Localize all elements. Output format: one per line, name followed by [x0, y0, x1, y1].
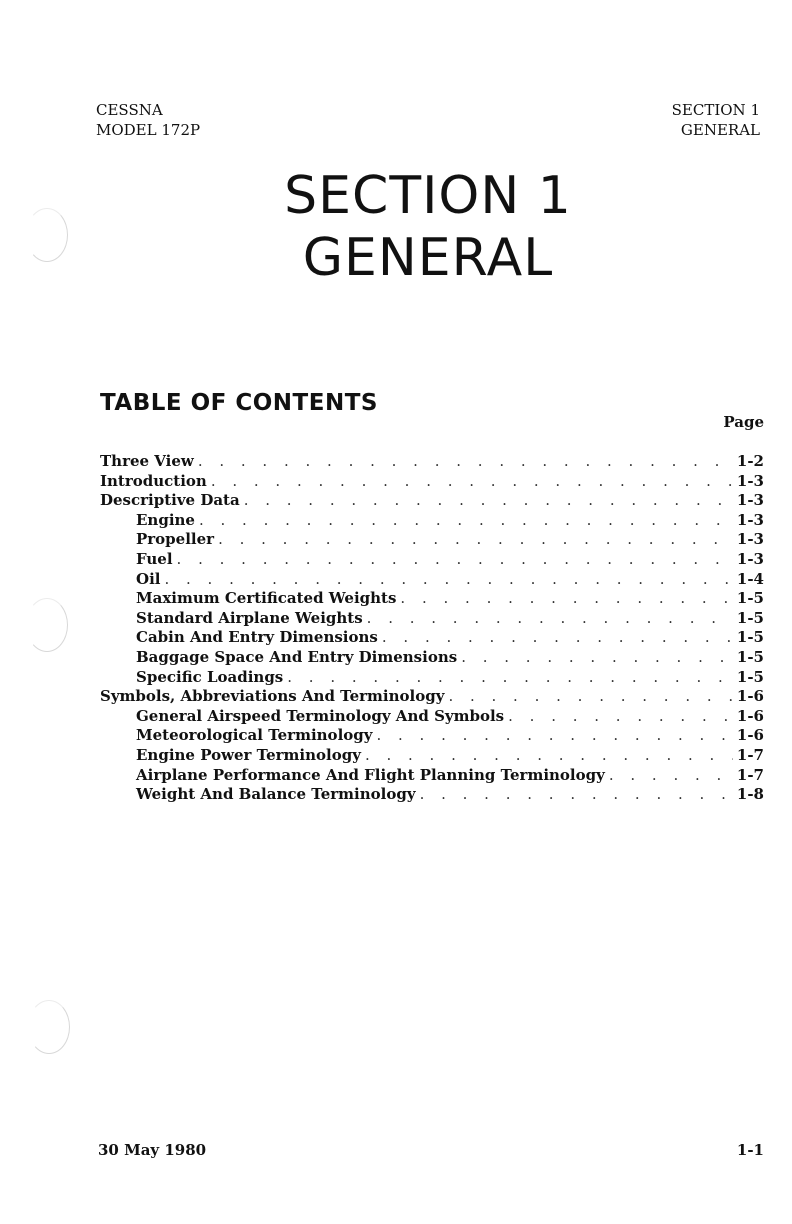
toc-entry-title: Weight And Balance Terminology: [136, 785, 416, 804]
toc-heading: TABLE OF CONTENTS: [100, 390, 378, 416]
toc-entry[interactable]: [100, 511, 764, 531]
running-header-left: [96, 100, 200, 140]
toc-entry[interactable]: [100, 707, 764, 727]
toc-entry-page: 1-5: [736, 667, 764, 686]
toc-entry-page: 1-2: [736, 452, 764, 470]
toc-dot-leader: [198, 452, 733, 472]
header-section-number: SECTION 1: [671, 101, 760, 119]
toc-entry-title: Engine Power Terminology: [136, 745, 361, 764]
toc-dot-leader: [218, 530, 733, 550]
toc-entry-page: 1-5: [736, 589, 764, 608]
toc-entry-page: 1-3: [736, 491, 764, 510]
toc-entry-page: 1-3: [736, 530, 764, 549]
footer-date: 30 May 1980: [98, 1141, 207, 1159]
toc-entry-title: Fuel: [136, 549, 173, 568]
toc-entry[interactable]: [100, 726, 764, 746]
toc-dot-leader: [609, 766, 733, 786]
toc-entry-page: 1-6: [736, 726, 764, 745]
toc-entry[interactable]: [100, 570, 764, 590]
toc-entry[interactable]: [100, 628, 764, 648]
toc-dot-leader: [382, 628, 733, 648]
toc-entry-title: Descriptive Data: [100, 491, 240, 510]
toc-entry[interactable]: [100, 530, 764, 550]
toc-entry-page: 1-5: [736, 647, 764, 666]
toc-entry[interactable]: [100, 746, 764, 766]
model-name: MODEL 172P: [96, 121, 201, 139]
punch-hole-mark: [26, 598, 68, 652]
running-header-right: [672, 100, 760, 140]
toc-entry-title: Engine: [136, 510, 195, 529]
toc-entry[interactable]: [100, 452, 764, 472]
toc-entry-page: 1-3: [736, 471, 764, 490]
toc-dot-leader: [376, 726, 732, 746]
toc-entry-title: General Airspeed Terminology And Symbols: [136, 706, 505, 725]
toc-entry-page: 1-3: [736, 549, 764, 568]
toc-dot-leader: [244, 491, 733, 511]
toc-dot-leader: [400, 589, 732, 609]
punch-hole-mark: [26, 208, 68, 262]
toc-dot-leader: [461, 648, 733, 668]
toc-page-column-label: Page: [723, 413, 764, 431]
toc-entry-title: Airplane Performance And Flight Planning Terminology: [136, 765, 605, 784]
toc-entry[interactable]: [100, 785, 764, 805]
toc-entry[interactable]: [100, 589, 764, 609]
toc-entry[interactable]: [100, 648, 764, 668]
toc-entry[interactable]: [100, 491, 764, 511]
toc-entry-page: 1-6: [736, 706, 764, 725]
toc-dot-leader: [420, 785, 733, 805]
toc-entry-title: Standard Airplane Weights: [136, 608, 363, 627]
toc-entry-page: 1-3: [736, 510, 764, 529]
toc-entry[interactable]: [100, 609, 764, 629]
toc-entry-title: Oil: [136, 569, 161, 588]
toc-dot-leader: [211, 472, 733, 492]
toc-dot-leader: [508, 707, 733, 727]
toc-dot-leader: [287, 668, 733, 688]
toc-entry-title: Baggage Space And Entry Dimensions: [136, 647, 458, 666]
toc-entry-page: 1-7: [736, 745, 764, 764]
table-of-contents: [100, 452, 764, 805]
toc-entry-title: Cabin And Entry Dimensions: [136, 628, 378, 647]
toc-entry-page: 1-4: [736, 569, 764, 588]
section-title-number: SECTION 1: [284, 166, 572, 226]
toc-entry-page: 1-7: [736, 765, 764, 784]
toc-entry-title: Three View: [100, 452, 194, 470]
section-title: [0, 165, 792, 289]
punch-hole-mark: [28, 1000, 70, 1054]
toc-entry[interactable]: [100, 687, 764, 707]
section-title-name: GENERAL: [302, 228, 554, 288]
toc-entry-title: Symbols, Abbreviations And Terminology: [100, 687, 445, 706]
manufacturer-name: CESSNA: [96, 101, 163, 119]
toc-entry[interactable]: [100, 668, 764, 688]
toc-dot-leader: [199, 511, 733, 531]
toc-dot-leader: [367, 609, 733, 629]
toc-dot-leader: [365, 746, 733, 766]
toc-entry[interactable]: [100, 766, 764, 786]
toc-entry-title: Maximum Certificated Weights: [136, 589, 397, 608]
toc-entry-title: Introduction: [100, 471, 207, 490]
toc-entry-title: Propeller: [136, 530, 215, 549]
toc-entry-title: Specific Loadings: [136, 667, 284, 686]
toc-entry[interactable]: [100, 472, 764, 492]
toc-entry-page: 1-8: [736, 785, 764, 804]
toc-dot-leader: [177, 550, 733, 570]
toc-entry[interactable]: [100, 550, 764, 570]
toc-entry-page: 1-5: [736, 608, 764, 627]
toc-dot-leader: [164, 570, 732, 590]
toc-entry-title: Meteorological Terminology: [136, 726, 373, 745]
toc-entry-page: 1-5: [736, 628, 764, 647]
header-section-name: GENERAL: [680, 121, 760, 139]
toc-entry-page: 1-6: [736, 687, 764, 706]
footer-page-number: 1-1: [736, 1141, 764, 1159]
toc-dot-leader: [448, 687, 732, 707]
